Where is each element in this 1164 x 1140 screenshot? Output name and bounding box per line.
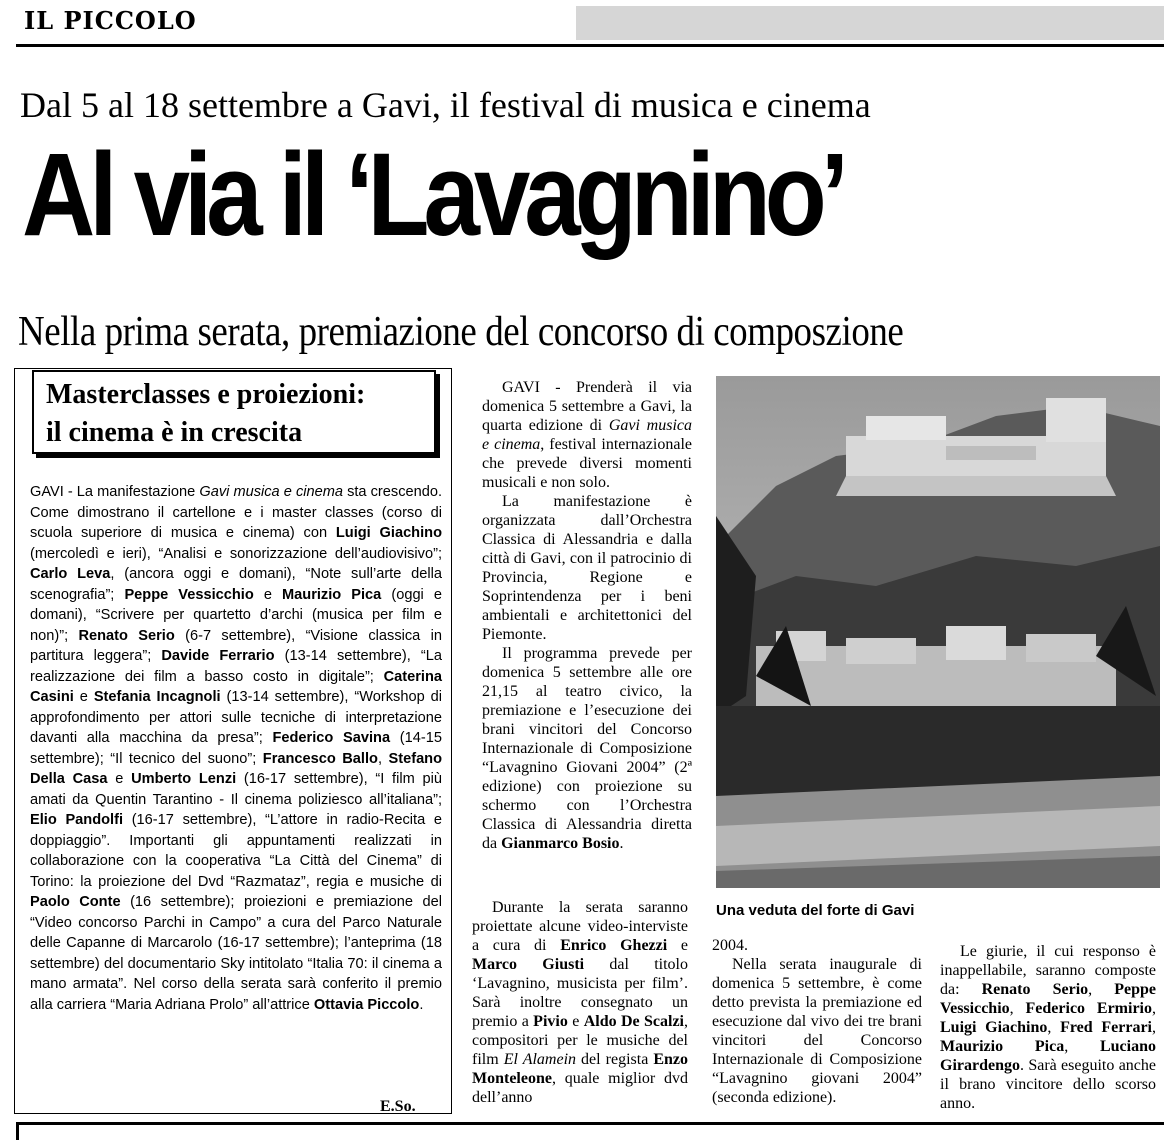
fortress-photo [716, 376, 1160, 888]
sidebar-article-text: GAVI - La manifestazione Gavi musica e cinema sta crescendo. Come dimostrano il cartellone e i master classes (corso di scuola superiore di musica e cinema) con Luigi Giachino (mercoledì e ieri), “Analisi e sonorizzazione dell’audiovisivo”; Carlo Leva, (ancora oggi e domani), “Note sull’arte della scenografia”; Peppe Vessicchio e Maurizio Pica (oggi e domani), “Scrivere per quartetto d’archi (musica per film e non)”; Renato Serio (6-7 settembre), “Visione classica in partitura leggera”; Davide Ferrario (13-14 settembre), “La realizzazione dei film a basso costo in digitale”; Caterina Casini e Stefania Incagnoli (13-14 settembre), “Workshop di approfondimento per attori sulle tecniche di interpretazione davanti alla macchina da presa”; Federico Savina (14-15 settembre); “Il tecnico del suono”; Francesco Ballo, Stefano Della Casa e Umberto Lenzi (16-17 settembre), “I film più amati da Quentin Tarantino - Il cinema poliziesco all’italiana”; Elio Pandolfi (16-17 settembre), “L’attore in radio-Recita e doppiaggio”. Importanti gli appuntamenti realizzati in collaborazione con la cooperativa “La Città del Cinema” di Torino: la proiezione del Dvd “Razmataz”, regia e musiche di Paolo Conte (16 settembre); proiezioni e premiazione del “Video concorso Parchi in Campo” a cura del Parco Naturale delle Capanne di Marcarolo (16-17 settembre); l’anteprima (18 settembre) del documentario Sky intitolato “Italia 70: il cinema a mano armata”. Nel corso della serata sarà conferito il premio alla carriera “Maria Adriana Prolo” all’attrice Ottavia Piccolo. [30, 484, 443, 1013]
article-column-1: GAVI - Prenderà il via domenica 5 settembre a Gavi, la quarta edizione di Gavi musica e cinema, festival internazionale che prevede diversi momenti musicali e non solo. La manifestazione è organizzata dall’Orchestra Classica di Alessandria e dalla città di Gavi, con il patrocinio di Provincia, Regione e Soprintendenza per i beni ambientali e architettonici del Piemonte. Il programma prevede per domenica 5 settembre alle ore 21,15 al teatro civico, la premiazione e l’esecuzione dei brani vincitori del Concorso Internazionale di Composizione “Lavagnino Giovani 2004” (2ª edizione) con proiezione su schermo con l’Orchestra Classica di Alessandria diretta da Gianmarco Bosio. [482, 379, 692, 852]
bottom-rule [18, 1122, 1164, 1125]
article-column-3: 2004. Nella serata inaugurale di domenica 5 settembre, è come detto prevista la premiazione ed esecuzione dal vivo dei tre brani vincitori del Concorso Internazionale di Composizione “Lavagnino giovani 2004” (seconda edizione). [712, 937, 922, 1106]
bottom-left-rule [16, 1122, 19, 1140]
kicker: Dal 5 al 18 settembre a Gavi, il festival di musica e cinema [20, 85, 871, 125]
sidebar-title-line1: Masterclasses e proiezioni: [46, 379, 366, 410]
sidebar-title-line2: il cinema è in crescita [46, 417, 303, 448]
fortress-photo-icon [716, 376, 1160, 888]
masthead-rule [16, 44, 1164, 47]
sidebar-title [32, 370, 436, 454]
photo-caption: Una veduta del forte di Gavi [716, 902, 915, 919]
masthead-band [576, 6, 1164, 40]
sidebar-signature: E.So. [380, 1098, 416, 1115]
article-column-2: Durante la serata saranno proiettate alcune video-interviste a cura di Enrico Ghezzi e Marco Giusti dal titolo ‘Lavagnino, musicista per film’. Sarà inoltre consegnato un premio a Pivio e Aldo De Scalzi, compositori per le musiche del film El Alamein del regista Enzo Monteleone, quale miglior dvd dell’anno [472, 899, 689, 1106]
masthead: IL PICCOLO [24, 6, 197, 35]
headline: Al via il ‘Lavagnino’ [22, 129, 843, 261]
subheadline: Nella prima serata, premiazione del concorso di composzione [18, 309, 904, 355]
article-column-4: Le giurie, il cui responso è inappellabile, saranno composte da: Renato Serio, Peppe Vessicchio, Federico Ermirio, Luigi Giachino, Fred Ferrari, Maurizio Pica, Luciano Girardengo. Sarà eseguito anche il brano vincitore dello scorso anno. [940, 943, 1156, 1112]
